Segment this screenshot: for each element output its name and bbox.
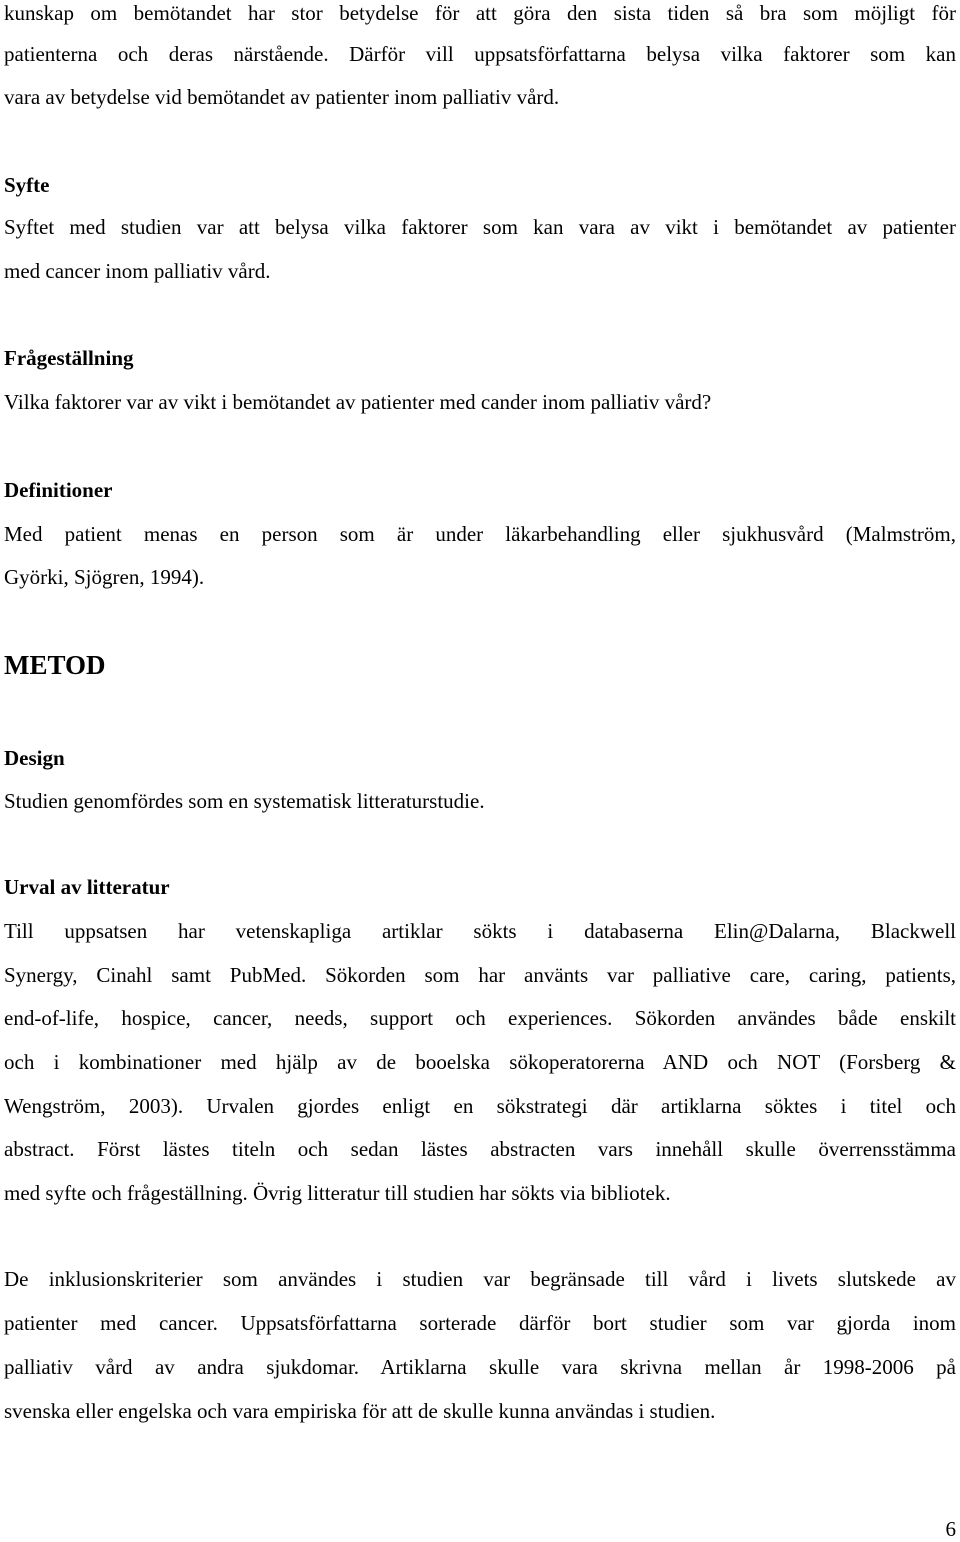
fragestallning-line-1: Vilka faktorer var av vikt i bemötandet av patienter med cander inom palliativ vård? <box>4 390 712 414</box>
metod-heading: METOD <box>4 650 106 680</box>
design-heading: Design <box>4 746 65 770</box>
urval-line-1: Till uppsatsen har vetenskapliga artiklar sökts i databaserna Elin@Dalarna, Blackwell <box>4 919 956 943</box>
definitioner-line-1: Med patient menas en person som är under läkarbehandling eller sjukhusvård (Malmström, <box>4 522 956 546</box>
design-line-1: Studien genomfördes som en systematisk litteraturstudie. <box>4 789 485 813</box>
syfte-line-2: med cancer inom palliativ vård. <box>4 259 271 283</box>
urval-line-2: Synergy, Cinahl samt PubMed. Sökorden som har använts var palliative care, caring, patients, <box>4 963 956 987</box>
page-number: 6 <box>945 1517 956 1541</box>
urval-heading: Urval av litteratur <box>4 875 170 899</box>
inklusion-line-2: patienter med cancer. Uppsatsförfattarna sorterade därför bort studier som var gjorda inom <box>4 1311 956 1335</box>
intro-line-3: vara av betydelse vid bemötandet av patienter inom palliativ vård. <box>4 85 560 109</box>
urval-line-4: och i kombinationer med hjälp av de booelska sökoperatorerna AND och NOT (Forsberg & <box>4 1050 956 1074</box>
intro-line-2: patienterna och deras närstående. Därför vill uppsatsförfattarna belysa vilka faktorer som kan <box>4 42 956 66</box>
syfte-line-1: Syftet med studien var att belysa vilka faktorer som kan vara av vikt i bemötandet av patienter <box>4 215 956 239</box>
syfte-heading: Syfte <box>4 173 50 197</box>
definitioner-heading: Definitioner <box>4 478 113 502</box>
intro-line-1: kunskap om bemötandet har stor betydelse för att göra den sista tiden så bra som möjligt för <box>4 1 956 25</box>
fragestallning-heading: Frågeställning <box>4 346 134 370</box>
urval-line-3: end-of-life, hospice, cancer, needs, support och experiences. Sökorden användes både enskilt <box>4 1006 956 1030</box>
urval-line-5: Wengström, 2003). Urvalen gjordes enligt en sökstrategi där artiklarna söktes i titel och <box>4 1094 956 1118</box>
urval-line-7: med syfte och frågeställning. Övrig litteratur till studien har sökts via bibliotek. <box>4 1181 671 1205</box>
inklusion-line-1: De inklusionskriterier som användes i studien var begränsade till vård i livets slutskede av <box>4 1267 956 1291</box>
definitioner-line-2: Györki, Sjögren, 1994). <box>4 565 205 589</box>
inklusion-line-4: svenska eller engelska och vara empiriska för att de skulle kunna användas i studien. <box>4 1399 716 1423</box>
urval-line-6: abstract. Först lästes titeln och sedan lästes abstracten vars innehåll skulle överrensstämma <box>4 1137 956 1161</box>
inklusion-line-3: palliativ vård av andra sjukdomar. Artiklarna skulle vara skrivna mellan år 1998-2006 på <box>4 1355 956 1379</box>
